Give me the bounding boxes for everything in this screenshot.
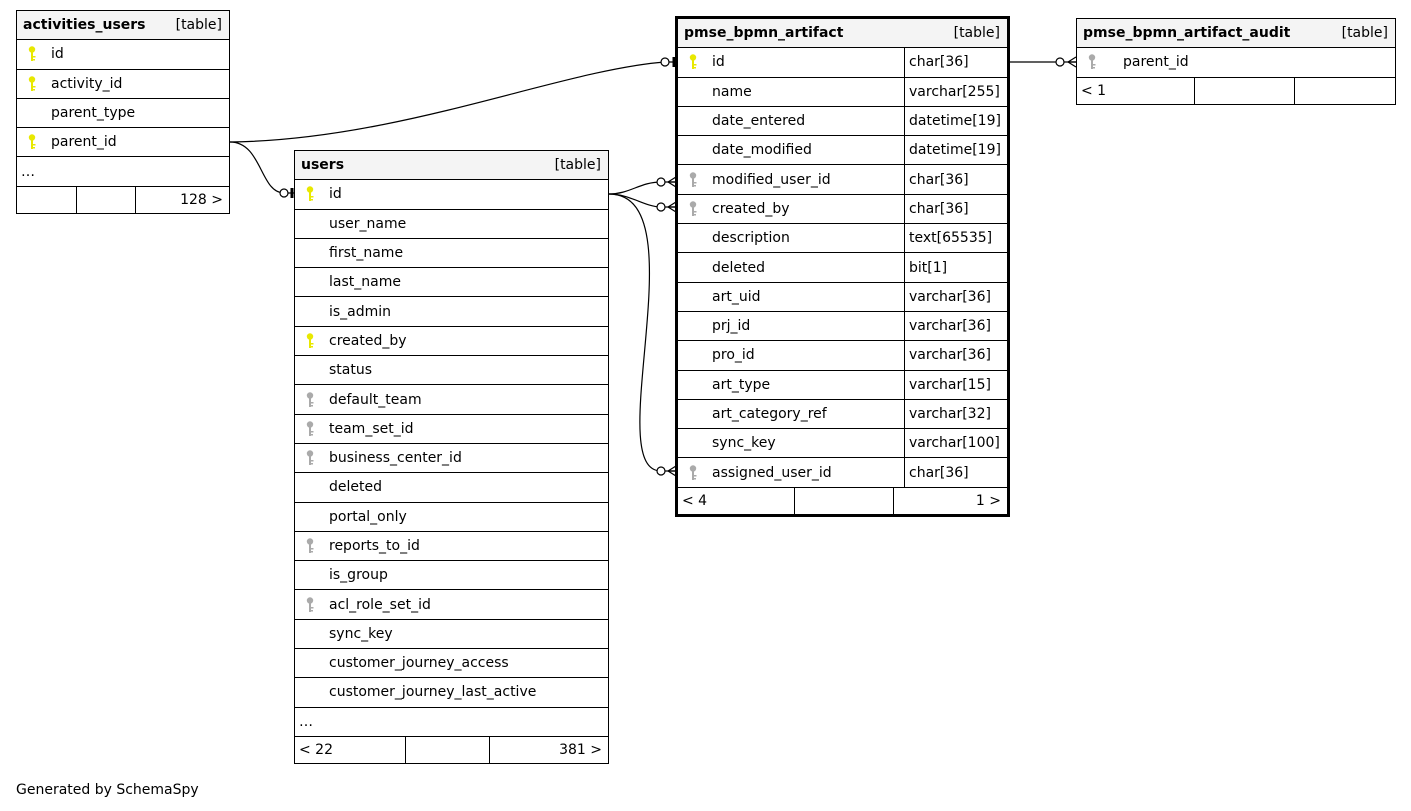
column-row xyxy=(295,180,608,209)
table-type-label: [table] xyxy=(554,157,601,174)
column-row xyxy=(678,283,1007,312)
table-name: pmse_bpmn_artifact xyxy=(684,25,844,42)
column-type: varchar[36] xyxy=(904,312,1007,340)
column-name: customer_journey_access xyxy=(329,655,509,672)
column-name: description xyxy=(712,230,790,247)
foreign-key-icon xyxy=(686,171,700,189)
column-row xyxy=(678,78,1007,107)
edge-zero-marker xyxy=(657,203,665,211)
column-name: last_name xyxy=(329,274,401,291)
column-row xyxy=(295,268,608,297)
footer-children-count xyxy=(1294,78,1395,104)
column-type: char[36] xyxy=(904,48,1007,76)
table-header xyxy=(678,19,1007,48)
column-row xyxy=(1077,48,1395,77)
table-users xyxy=(294,150,609,764)
column-name: first_name xyxy=(329,245,404,262)
foreign-key-icon xyxy=(303,391,317,409)
column-list xyxy=(678,48,1007,487)
more-columns-row xyxy=(295,708,608,737)
column-name: is_group xyxy=(329,567,388,584)
column-type: varchar[32] xyxy=(904,400,1007,428)
table-footer xyxy=(17,187,229,213)
column-name: date_modified xyxy=(712,142,812,159)
column-row xyxy=(295,327,608,356)
column-row xyxy=(295,649,608,678)
footer-parents-count: < 1 xyxy=(1081,82,1107,99)
footer-children-count: 128 > xyxy=(135,187,229,213)
table-header xyxy=(1077,19,1395,48)
footer-parents-count: < 22 xyxy=(299,741,333,758)
table-header xyxy=(295,151,608,180)
column-type: bit[1] xyxy=(904,253,1007,281)
table-activities-users xyxy=(16,10,230,214)
column-name: parent_id xyxy=(1123,54,1189,71)
primary-key-icon xyxy=(25,133,39,151)
column-type: varchar[36] xyxy=(904,283,1007,311)
column-list xyxy=(17,40,229,157)
column-type: datetime[19] xyxy=(904,107,1007,135)
column-row xyxy=(678,341,1007,370)
column-row xyxy=(678,195,1007,224)
column-list xyxy=(295,180,608,707)
foreign-key-icon xyxy=(686,200,700,218)
column-type: varchar[100] xyxy=(904,429,1007,457)
column-name: sync_key xyxy=(712,435,776,452)
footer-parents-count xyxy=(17,187,76,213)
column-name: pro_id xyxy=(712,347,755,364)
column-name: sync_key xyxy=(329,625,393,642)
edge-zero-marker xyxy=(1056,58,1064,66)
column-row xyxy=(17,70,229,99)
column-name: parent_id xyxy=(51,134,117,151)
table-type-label: [table] xyxy=(175,17,222,34)
primary-key-icon xyxy=(25,75,39,93)
more-columns-ellipsis: … xyxy=(299,713,313,730)
column-name: is_admin xyxy=(329,303,392,320)
table-header xyxy=(17,11,229,40)
column-name: assigned_user_id xyxy=(712,464,832,481)
table-pmse-bpmn-artifact-audit xyxy=(1076,18,1396,105)
column-type: char[36] xyxy=(904,458,1007,486)
foreign-key-icon xyxy=(1085,53,1099,71)
more-columns-row xyxy=(17,157,229,186)
footer-parents-count: < 4 xyxy=(682,492,708,509)
edge-many-marker xyxy=(1068,57,1076,67)
column-row xyxy=(295,356,608,385)
column-row xyxy=(295,239,608,268)
edge-zero-marker xyxy=(657,467,665,475)
column-name: portal_only xyxy=(329,508,407,525)
edge-users-to-modified-user-id xyxy=(609,182,676,194)
column-name: customer_journey_last_active xyxy=(329,684,537,701)
table-name: users xyxy=(301,157,345,174)
table-footer xyxy=(678,488,1007,514)
column-name: id xyxy=(329,186,342,203)
column-name: default_team xyxy=(329,391,422,408)
foreign-key-icon xyxy=(303,537,317,555)
column-row xyxy=(678,312,1007,341)
column-row xyxy=(678,429,1007,458)
edge-users-to-assigned-user-id xyxy=(609,194,676,471)
column-row xyxy=(295,210,608,239)
column-row xyxy=(295,503,608,532)
edge-zero-marker xyxy=(280,189,288,197)
column-row xyxy=(295,678,608,707)
table-pmse-bpmn-artifact xyxy=(675,16,1010,517)
column-row xyxy=(678,458,1007,487)
column-row xyxy=(678,136,1007,165)
foreign-key-icon xyxy=(303,420,317,438)
column-row xyxy=(295,590,608,619)
primary-key-icon xyxy=(303,185,317,203)
column-type: char[36] xyxy=(904,195,1007,223)
column-name: activity_id xyxy=(51,75,123,92)
column-type: varchar[15] xyxy=(904,371,1007,399)
footer-separator xyxy=(1194,78,1294,104)
footer-separator xyxy=(405,737,489,763)
column-row xyxy=(295,561,608,590)
column-list xyxy=(1077,48,1395,77)
column-name: modified_user_id xyxy=(712,171,831,188)
table-type-label: [table] xyxy=(953,25,1000,42)
column-name: art_uid xyxy=(712,288,761,305)
column-name: art_category_ref xyxy=(712,406,827,422)
column-row xyxy=(295,532,608,561)
foreign-key-icon xyxy=(303,449,317,467)
column-row xyxy=(295,473,608,502)
column-type: varchar[36] xyxy=(904,341,1007,369)
column-name: created_by xyxy=(329,332,407,349)
column-row xyxy=(295,620,608,649)
column-row xyxy=(295,444,608,473)
column-row xyxy=(678,165,1007,194)
foreign-key-icon xyxy=(303,596,317,614)
primary-key-icon xyxy=(686,53,700,71)
column-row xyxy=(295,385,608,414)
column-row xyxy=(678,107,1007,136)
column-row xyxy=(295,297,608,326)
table-name: pmse_bpmn_artifact_audit xyxy=(1083,25,1291,42)
column-name: user_name xyxy=(329,215,407,232)
column-type: char[36] xyxy=(904,165,1007,193)
column-name: deleted xyxy=(329,479,382,496)
column-name: deleted xyxy=(712,259,765,276)
column-name: created_by xyxy=(712,200,790,217)
column-name: id xyxy=(712,54,725,71)
column-name: id xyxy=(51,46,64,63)
column-row xyxy=(295,415,608,444)
column-row xyxy=(678,224,1007,253)
primary-key-icon xyxy=(25,45,39,63)
column-name: acl_role_set_id xyxy=(329,596,431,613)
column-name: name xyxy=(712,83,752,100)
column-row xyxy=(17,40,229,69)
column-row xyxy=(17,128,229,157)
column-type: text[65535] xyxy=(904,224,1007,252)
column-name: status xyxy=(329,362,373,379)
column-row xyxy=(678,400,1007,429)
column-row xyxy=(678,371,1007,400)
column-row xyxy=(678,253,1007,282)
column-name: business_center_id xyxy=(329,450,462,467)
column-type: datetime[19] xyxy=(904,136,1007,164)
table-type-label: [table] xyxy=(1341,25,1388,42)
column-name: team_set_id xyxy=(329,420,414,437)
table-name: activities_users xyxy=(23,17,146,34)
footer-separator xyxy=(794,488,893,514)
table-footer xyxy=(1077,78,1395,104)
column-row xyxy=(17,99,229,128)
edge-zero-marker xyxy=(661,58,669,66)
column-row xyxy=(678,48,1007,77)
footer-children-count: 381 > xyxy=(489,737,608,763)
edge-activities-users-to-artifact xyxy=(230,62,676,142)
column-type: varchar[255] xyxy=(904,78,1007,106)
column-name: parent_type xyxy=(51,105,136,122)
table-footer xyxy=(295,737,608,763)
footer-children-count: 1 > xyxy=(893,488,1007,514)
column-name: art_type xyxy=(712,376,771,393)
column-name: date_entered xyxy=(712,113,806,130)
more-columns-ellipsis: … xyxy=(21,163,35,180)
primary-key-icon xyxy=(303,332,317,350)
edge-zero-marker xyxy=(657,178,665,186)
edge-activities-users-to-users xyxy=(230,142,294,193)
column-name: reports_to_id xyxy=(329,538,420,554)
foreign-key-icon xyxy=(686,464,700,482)
generator-credit: Generated by SchemaSpy xyxy=(16,782,199,798)
column-name: prj_id xyxy=(712,318,751,335)
footer-separator xyxy=(76,187,135,213)
